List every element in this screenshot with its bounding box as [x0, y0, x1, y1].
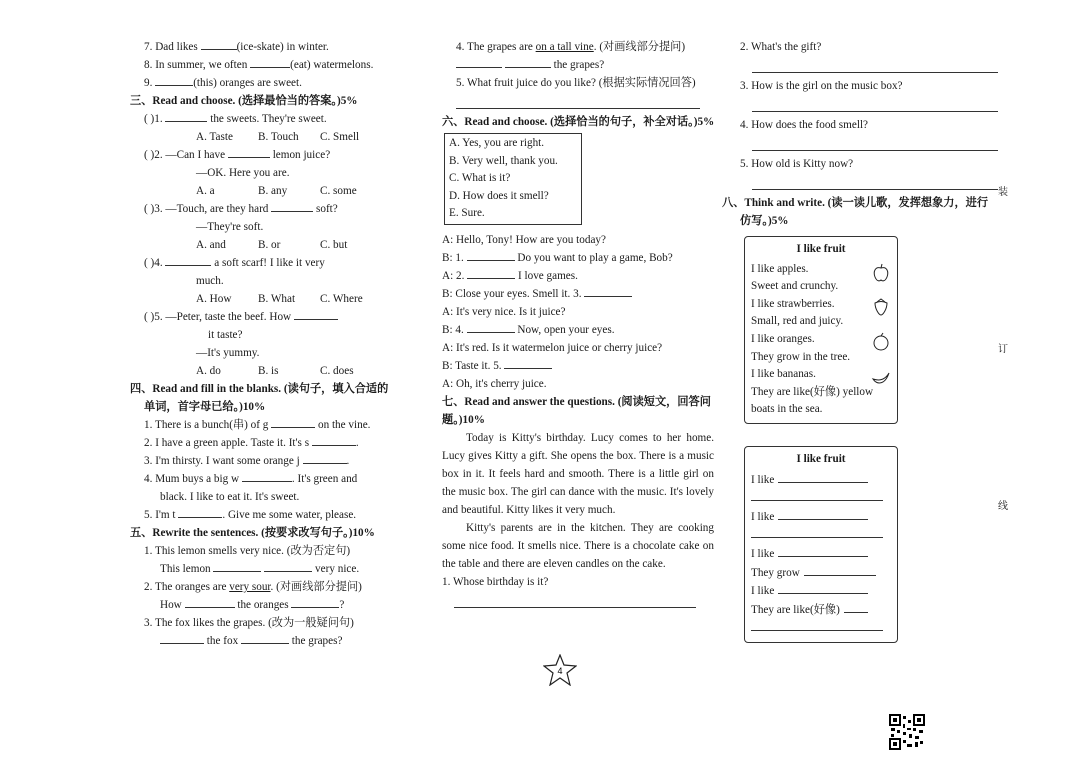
writing-blank[interactable] — [778, 508, 868, 520]
binding-mark: 订 — [998, 344, 1008, 355]
text-segment: 四、Read and fill in the blanks. (读句子，填入合适的 — [130, 383, 389, 395]
text-segment: ( )1. — [144, 113, 166, 125]
text-segment: 3. The fox likes the grapes. (改为一般疑问句) — [144, 617, 354, 629]
text-segment: B: 4. — [442, 323, 467, 336]
underlined-text: on a tall vine — [535, 41, 594, 53]
text-segment: 7. Dad likes — [144, 41, 201, 53]
choice-option[interactable]: A. How — [196, 293, 232, 305]
text-segment: ( )4. — [144, 257, 166, 269]
writing-blank[interactable] — [751, 619, 883, 631]
writing-blank[interactable] — [804, 564, 876, 576]
section-6-title: 六、Read and choose. (选择恰当的句子，补全对话。)5% — [442, 116, 715, 128]
dialogue-option: B. Very well, thank you. — [449, 154, 558, 167]
text-segment: 1. This lemon smells very nice. (改为否定句) — [144, 545, 351, 557]
choice-option[interactable]: B. is — [258, 365, 279, 377]
text-segment: . (对画线部分提问) — [270, 581, 362, 593]
text-line — [130, 290, 410, 308]
writing-blank[interactable] — [778, 545, 868, 557]
text-segment: 8. In summer, we often — [144, 59, 251, 71]
text-segment: the oranges — [234, 599, 292, 611]
poem-line: boats in the sea. — [751, 403, 823, 416]
choice-option[interactable]: A. a — [196, 185, 215, 197]
text-segment: B: 1. — [442, 251, 467, 264]
dialogue-option: E. Sure. — [449, 207, 485, 220]
choice-option[interactable]: C. some — [320, 185, 357, 197]
text-segment: 9. — [144, 77, 156, 89]
writing-blank[interactable] — [778, 582, 868, 594]
left-column — [130, 38, 410, 650]
text-line — [130, 56, 410, 74]
binding-mark: 装 — [998, 187, 1008, 198]
text-line — [130, 308, 410, 326]
choice-option[interactable]: A. and — [196, 239, 226, 251]
answer-blank[interactable] — [185, 596, 235, 608]
answer-blank[interactable] — [271, 416, 315, 428]
orange-icon — [871, 332, 891, 352]
text-line — [130, 110, 410, 128]
answer-blank[interactable] — [160, 632, 204, 644]
text-segment: on the vine. — [315, 419, 371, 431]
answer-blank[interactable] — [201, 38, 237, 50]
writing-prompt: I like — [751, 473, 775, 486]
text-segment: 三、Read and choose. (选择最恰当的答案。)5% — [130, 95, 358, 107]
text-segment: —They're soft. — [196, 221, 264, 233]
text-line — [130, 560, 410, 578]
poem-line: Sweet and crunchy. — [751, 280, 839, 293]
answer-blank[interactable] — [165, 110, 207, 122]
answer-blank[interactable] — [294, 308, 338, 320]
text-line — [130, 614, 410, 632]
text-segment: . Give me some water, please. — [222, 509, 357, 521]
text-segment: a soft scarf! I like it very — [211, 257, 325, 269]
text-line — [130, 362, 410, 380]
text-line — [442, 321, 714, 339]
text-segment: A: Hello, Tony! How are you today? — [442, 233, 606, 246]
text-segment: —OK. Here you are. — [196, 167, 290, 179]
answer-line[interactable] — [456, 94, 700, 109]
choice-option[interactable]: B. any — [258, 185, 288, 197]
dialogue-option: C. What is it? — [449, 172, 511, 185]
answer-blank[interactable] — [291, 596, 339, 608]
text-segment: 七、Read and answer the questions. (阅读短文，回答问 — [442, 395, 711, 408]
writing-blank[interactable] — [751, 526, 883, 538]
answer-blank[interactable] — [242, 470, 292, 482]
text-segment: ? — [339, 599, 345, 611]
answer-blank[interactable] — [264, 560, 312, 572]
question: 5. How old is Kitty now? — [740, 158, 854, 170]
text-line — [442, 231, 714, 249]
poem-box — [744, 236, 898, 424]
page-number-star — [543, 654, 577, 686]
text-line — [130, 344, 410, 362]
text-line — [130, 236, 410, 254]
writing-prompt: I like — [751, 585, 775, 598]
text-line — [442, 339, 714, 357]
text-line — [130, 92, 410, 110]
text-segment: 5. What fruit juice do you like? (根据实际情况回答) — [456, 77, 696, 89]
middle-column — [442, 38, 714, 612]
text-segment: lemon juice? — [269, 149, 331, 161]
text-segment: This lemon — [160, 563, 214, 575]
poem-line: I like oranges. — [751, 332, 815, 345]
answer-blank[interactable] — [165, 254, 211, 266]
text-line — [130, 452, 410, 470]
text-line — [130, 38, 410, 56]
choice-option[interactable]: B. Touch — [258, 131, 299, 143]
text-segment: 单词，首字母已给。)10% — [144, 401, 266, 413]
text-segment: (this) oranges are sweet. — [193, 77, 302, 89]
text-segment: 2. The oranges are — [144, 581, 230, 593]
text-segment: the sweets. They're sweet. — [207, 113, 327, 125]
options-box — [444, 133, 582, 225]
text-line — [130, 596, 410, 614]
poem-title: I like fruit — [796, 243, 846, 255]
binding-mark: 线 — [998, 501, 1008, 512]
text-line — [442, 375, 714, 393]
text-line — [130, 524, 410, 542]
answer-blank[interactable] — [467, 321, 515, 333]
text-line — [130, 416, 410, 434]
text-segment: 5. I'm t — [144, 509, 179, 521]
choice-option[interactable]: B. What — [258, 293, 296, 305]
text-line — [130, 380, 410, 398]
text-segment: . It's green and — [291, 473, 358, 485]
text-segment: —It's yummy. — [196, 347, 260, 359]
text-segment: the fox — [204, 635, 241, 647]
reading-paragraph: Kitty's parents are in the kitchen. They are cooking some nice food. It smells nice. There is a chocolate cake on the table and there are eleven candles on the cake. — [442, 521, 714, 570]
poem-line: I like bananas. — [751, 368, 816, 381]
section-8-title: 八、Think and write. (读一读儿歌，发挥想象力，进行 — [722, 197, 989, 209]
writing-line — [751, 526, 891, 545]
text-line — [442, 74, 714, 92]
text-segment: 3. I'm thirsty. I want some orange j — [144, 455, 303, 467]
text-line — [442, 357, 714, 375]
writing-blank[interactable] — [844, 601, 868, 613]
poem-line: I like strawberries. — [751, 297, 835, 310]
text-line — [130, 164, 410, 182]
text-segment: (eat) watermelons. — [290, 59, 374, 71]
text-segment: ( )3. —Touch, are they hard — [144, 203, 272, 215]
text-line — [130, 488, 410, 506]
question: 4. How does the food smell? — [740, 119, 869, 131]
writing-line — [751, 508, 891, 527]
writing-line — [751, 564, 891, 583]
underlined-text: very sour — [229, 581, 271, 593]
text-line — [442, 393, 714, 411]
text-segment: very nice. — [312, 563, 360, 575]
text-segment: much. — [196, 275, 224, 287]
answer-blank[interactable] — [241, 632, 289, 644]
answer-blank[interactable] — [584, 285, 632, 297]
text-line — [130, 146, 410, 164]
writing-blank[interactable] — [778, 471, 868, 483]
answer-blank[interactable] — [178, 506, 222, 518]
reading-passage — [442, 429, 714, 573]
text-segment: B: Taste it. 5. — [442, 359, 505, 372]
choice-option[interactable]: C. Where — [320, 293, 363, 305]
dialogue-option: A. Yes, you are right. — [449, 137, 545, 149]
text-segment: the grapes? — [550, 59, 605, 71]
reading-paragraph: Today is Kitty's birthday. Lucy comes to her home. Lucy gives Kitty a gift. She opens the box. There is a music box in it. It feels hard and smooth. There is a little girl on the music box. The girl can dance with the music. It's lovely and beautiful. Kitty likes it very much. — [442, 431, 714, 516]
text-line — [130, 506, 410, 524]
text-line — [130, 470, 410, 488]
text-segment: A: Oh, it's cherry juice. — [442, 377, 547, 390]
apple-icon — [871, 263, 891, 283]
text-line — [442, 38, 714, 56]
text-line — [130, 398, 410, 416]
text-segment: 2. I have a green apple. Taste it. It's s — [144, 437, 312, 449]
answer-blank[interactable] — [312, 434, 356, 446]
section-8-title-cont: 仿写。)5% — [740, 215, 789, 227]
text-line — [442, 249, 714, 267]
choice-option[interactable]: B. or — [258, 239, 281, 251]
text-segment: it taste? — [208, 329, 243, 341]
text-segment: 题。)10% — [442, 413, 485, 426]
poem-line: They are like(好像) yellow — [751, 385, 874, 398]
text-line — [442, 56, 714, 74]
answer-line[interactable] — [752, 175, 998, 190]
text-segment: soft? — [313, 203, 338, 215]
answer-line[interactable] — [752, 136, 998, 151]
text-segment: . — [346, 455, 350, 467]
text-segment: the grapes? — [288, 635, 343, 647]
strawberry-icon — [871, 297, 891, 317]
writing-title: I like fruit — [796, 452, 846, 465]
writing-line — [751, 489, 891, 508]
text-line — [130, 578, 410, 596]
text-segment: ( )2. —Can I have — [144, 149, 228, 161]
text-line — [130, 200, 410, 218]
text-segment: A: 2. — [442, 269, 468, 282]
text-segment: 1. There is a bunch(串) of g — [144, 419, 272, 431]
text-line — [130, 632, 410, 650]
answer-blank[interactable] — [213, 560, 261, 572]
qr-code — [889, 714, 925, 750]
writing-line — [751, 619, 891, 638]
answer-blank[interactable] — [271, 200, 313, 212]
answer-blank[interactable] — [250, 56, 290, 68]
choice-option[interactable]: C. Smell — [320, 131, 360, 143]
poem-line: I like apples. — [751, 262, 809, 275]
question: 2. What's the gift? — [740, 41, 822, 53]
writing-line — [751, 582, 891, 601]
writing-prompt: I like — [751, 547, 775, 560]
poem-line: Small, red and juicy. — [751, 315, 844, 328]
writing-prompt: They are like(好像) — [751, 603, 840, 616]
writing-prompt: I like — [751, 510, 775, 523]
writing-box — [744, 446, 898, 643]
page-number: 4 — [557, 666, 563, 676]
answer-blank[interactable] — [504, 357, 552, 369]
text-segment: A: It's very nice. Is it juice? — [442, 305, 566, 318]
text-segment: . (对画线部分提问) — [593, 41, 686, 53]
text-segment: (ice-skate) in winter. — [236, 41, 329, 53]
text-line — [130, 74, 410, 92]
text-segment: How — [160, 599, 185, 611]
answer-line[interactable] — [454, 593, 696, 608]
right-column — [722, 38, 1002, 643]
choice-option[interactable]: C. does — [320, 365, 354, 377]
writing-line — [751, 601, 891, 620]
dialogue-option: D. How does it smell? — [449, 189, 549, 202]
choice-option[interactable]: C. but — [320, 239, 348, 251]
text-line — [130, 182, 410, 200]
writing-prompt: They grow — [751, 566, 800, 579]
text-segment: 4. The grapes are — [456, 41, 536, 53]
text-line — [130, 254, 410, 272]
text-segment: Now, open your eyes. — [514, 323, 615, 336]
text-line — [130, 272, 410, 290]
text-line — [130, 128, 410, 146]
text-line — [130, 434, 410, 452]
text-line — [442, 411, 714, 429]
answer-blank[interactable] — [467, 267, 515, 279]
text-segment: I love games. — [515, 269, 578, 282]
answer-line[interactable] — [752, 97, 998, 112]
writing-blank[interactable] — [751, 489, 883, 501]
choice-option[interactable]: A. Taste — [196, 131, 233, 143]
text-segment: 4. Mum buys a big w — [144, 473, 242, 485]
question-1: 1. Whose birthday is it? — [442, 575, 549, 588]
text-line — [442, 303, 714, 321]
answer-blank[interactable] — [467, 249, 515, 261]
banana-icon — [871, 367, 891, 387]
text-segment: ( )5. —Peter, taste the beef. How — [144, 311, 294, 323]
text-line — [130, 542, 410, 560]
question: 3. How is the girl on the music box? — [740, 80, 903, 92]
text-line — [130, 326, 410, 344]
answer-blank[interactable] — [505, 56, 551, 68]
text-segment: B: Close your eyes. Smell it. 3. — [442, 287, 585, 300]
text-segment: Do you want to play a game, Bob? — [514, 251, 673, 264]
writing-line — [751, 545, 891, 564]
text-segment: 五、Rewrite the sentences. (按要求改写句子。)10% — [130, 527, 375, 539]
text-line — [442, 267, 714, 285]
text-line — [442, 285, 714, 303]
choice-option[interactable]: A. do — [196, 365, 221, 377]
answer-blank[interactable] — [303, 452, 347, 464]
text-segment: black. I like to eat it. It's sweet. — [160, 491, 300, 503]
answer-blank[interactable] — [228, 146, 270, 158]
writing-line — [751, 471, 891, 490]
answer-line[interactable] — [752, 58, 998, 73]
text-segment: A: It's red. Is it watermelon juice or cherry juice? — [442, 341, 663, 354]
answer-blank[interactable] — [456, 56, 502, 68]
answer-blank[interactable] — [155, 74, 193, 86]
text-segment: . — [355, 437, 359, 449]
text-line — [130, 218, 410, 236]
poem-line: They grow in the tree. — [751, 350, 851, 363]
